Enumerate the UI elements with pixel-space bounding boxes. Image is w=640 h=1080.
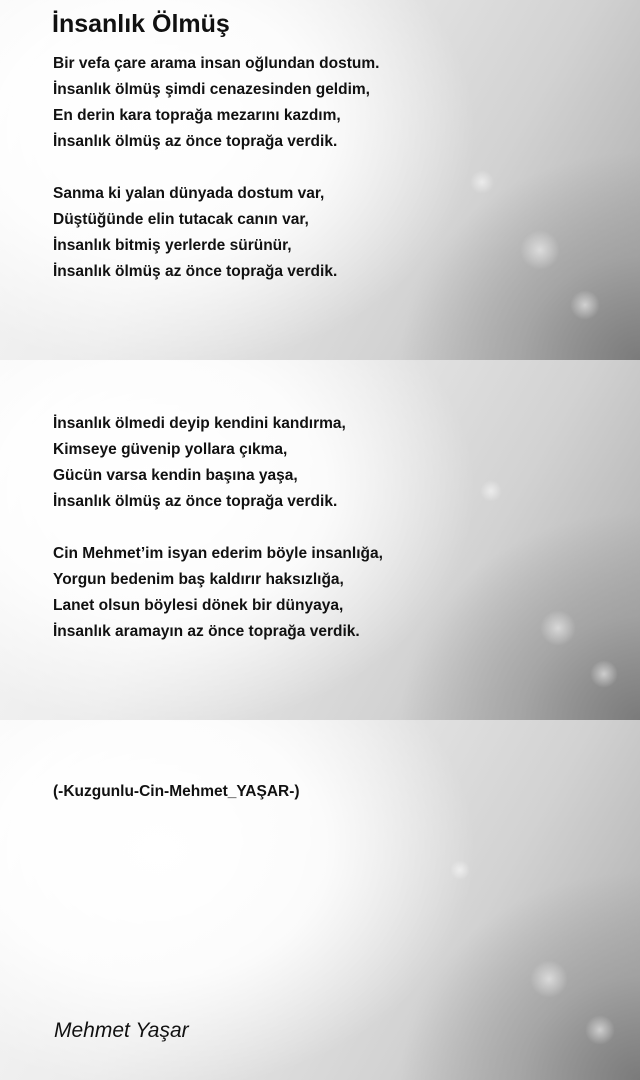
poem-panel-1 xyxy=(0,0,640,360)
poem-line: Düştüğünde elin tutacak canın var, xyxy=(53,211,309,228)
poem-line: İnsanlık aramayın az önce toprağa verdik. xyxy=(53,623,360,640)
bokeh-light xyxy=(450,860,470,880)
author-name: Mehmet Yaşar xyxy=(54,1019,189,1042)
poem-line: İnsanlık ölmedi deyip kendini kandırma, xyxy=(53,415,346,432)
poem-line: Cin Mehmet’im isyan ederim böyle insanlığa, xyxy=(53,545,383,562)
poem-line: İnsanlık ölmüş az önce toprağa verdik. xyxy=(53,493,338,510)
poem-line: Gücün varsa kendin başına yaşa, xyxy=(53,467,298,484)
poem-line: En derin kara toprağa mezarını kazdım, xyxy=(53,107,341,124)
bokeh-light xyxy=(470,170,494,194)
bokeh-light xyxy=(530,960,568,998)
poem-title: İnsanlık Ölmüş xyxy=(52,10,230,38)
poem-line: İnsanlık ölmüş az önce toprağa verdik. xyxy=(53,133,338,150)
stanza-2 xyxy=(53,181,337,285)
poem-line: İnsanlık bitmiş yerlerde sürünür, xyxy=(53,237,292,254)
poem-line: Sanma ki yalan dünyada dostum var, xyxy=(53,185,325,202)
poem-line: Bir vefa çare arama insan oğlundan dostum. xyxy=(53,55,380,72)
poem-panel-2 xyxy=(0,360,640,720)
poem-line: Lanet olsun böylesi dönek bir dünyaya, xyxy=(53,597,344,614)
poem-line: İnsanlık ölmüş şimdi cenazesinden geldim, xyxy=(53,81,370,98)
stanza-4 xyxy=(53,541,383,645)
bokeh-light xyxy=(520,230,560,270)
poem-line: İnsanlık ölmüş az önce toprağa verdik. xyxy=(53,263,338,280)
stanza-3 xyxy=(53,411,346,515)
bokeh-light xyxy=(570,290,600,320)
bokeh-light xyxy=(590,660,618,688)
poem-signature: (-Kuzgunlu-Cin-Mehmet_YAŞAR-) xyxy=(53,783,300,800)
bokeh-light xyxy=(480,480,502,502)
stanza-1 xyxy=(53,51,379,155)
bokeh-light xyxy=(540,610,576,646)
poem-line: Kimseye güvenip yollara çıkma, xyxy=(53,441,288,458)
poem-panel-3 xyxy=(0,720,640,1080)
poem-line: Yorgun bedenim baş kaldırır haksızlığa, xyxy=(53,571,344,588)
bokeh-light xyxy=(585,1015,615,1045)
